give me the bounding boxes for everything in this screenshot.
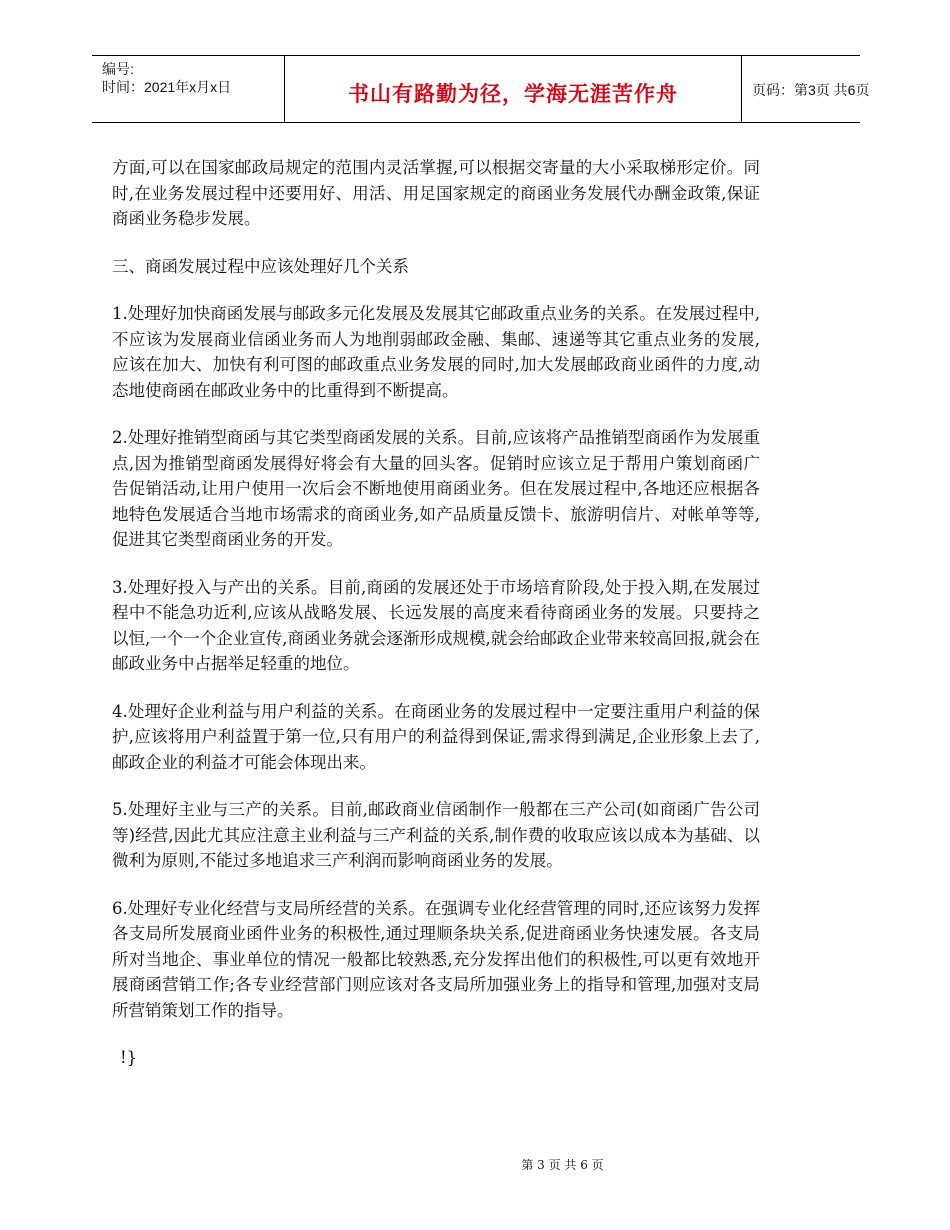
paragraph-item-2: 2.处理好推销型商函与其它类型商函发展的关系。目前,应该将产品推销型商函作为发展重点,因为推销型商函发展得好将会有大量的回头客。促销时应该立足于帮用户策划商函广告促销活动,让用户使用一次后会不断地使用商函业务。但在发展过程中,各地还应根据各地特色发展适合当地市场需求的商函业务,如产品质量反馈卡、旅游明信片、对帐单等等,促进其它类型商函业务的开发。 — [112, 428, 760, 549]
header-page-cell — [748, 56, 870, 122]
paragraph-item-1: 1.处理好加快商函发展与邮政多元化发展及发展其它邮政重点业务的关系。在发展过程中,不应该为发展商业信函业务而人为地削弱邮政金融、集邮、速递等其它重点业务的发展,应该在加大、加快有利可图的邮政重点业务发展的同时,加大发展邮政商业函件的力度,动态地使商函在邮政业务中的比重得到不断提高。 — [112, 304, 760, 400]
header-page-info: 页码：第3页 共6页 — [752, 82, 870, 98]
footer-page-number: 第 3 页 共 6 页 — [521, 1158, 604, 1172]
stray-mark: !} — [120, 1048, 138, 1067]
paragraph-item-5: 5.处理好主业与三产的关系。目前,邮政商业信函制作一般都在三产公司(如商函广告公司等)经营,因此尤其应注意主业利益与三产利益的关系,制作费的收取应该以成本为基础、以微利为原则,不能过多地追求三产利润而影响商函业务的发展。 — [112, 800, 760, 870]
paragraph-item-4: 4.处理好企业利益与用户利益的关系。在商函业务的发展过程中一定要注重用户利益的保护,应该将用户利益置于第一位,只有用户的利益得到保证,需求得到满足,企业形象上去了,邮政企业的利益才可能会体现出来。 — [112, 701, 760, 772]
header-meta — [92, 56, 284, 122]
paragraph-intro: 方面,可以在国家邮政局规定的范围内灵活掌握,可以根据交寄量的大小采取梯形定价。同时,在业务发展过程中还要用好、用活、用足国家规定的商函业务发展代办酬金政策,保证商函业务稳步发展。 — [112, 158, 760, 228]
paragraph-item-3: 3.处理好投入与产出的关系。目前,商函的发展还处于市场培育阶段,处于投入期,在发展过程中不能急功近利,应该从战略发展、长远发展的高度来看待商函业务的发展。只要持之以恒,一个一个企业宣传,商函业务就会逐渐形成规模,就会给邮政企业带来较高回报,就会在邮政业务中占据举足轻重的地位。 — [112, 577, 760, 673]
page-footer — [0, 1156, 950, 1173]
page-header — [92, 55, 870, 123]
header-time-label: 时间：2021年x月x日 — [102, 79, 232, 95]
header-motto-cell — [284, 56, 742, 122]
header-number-label: 编号: — [102, 61, 134, 77]
section-heading: 三、商函发展过程中应该处理好几个关系 — [112, 256, 409, 276]
document-body — [112, 155, 760, 1093]
paragraph-item-6: 6.处理好专业化经营与支局所经营的关系。在强调专业化经营管理的同时,还应该努力发挥各支局所发展商业函件业务的积极性,通过理顺条块关系,促进商函业务快速发展。各支局所对当地企、事业单位的情况一般都比较熟悉,充分发挥出他们的积极性,可以更有效地开展商函营销工作;各专业经营部门则应该对各支局所加强业务上的指导和管理,加强对支局所营销策划工作的指导。 — [112, 898, 760, 1020]
header-motto: 书山有路勤为径，学海无涯苦作舟 — [348, 82, 678, 106]
